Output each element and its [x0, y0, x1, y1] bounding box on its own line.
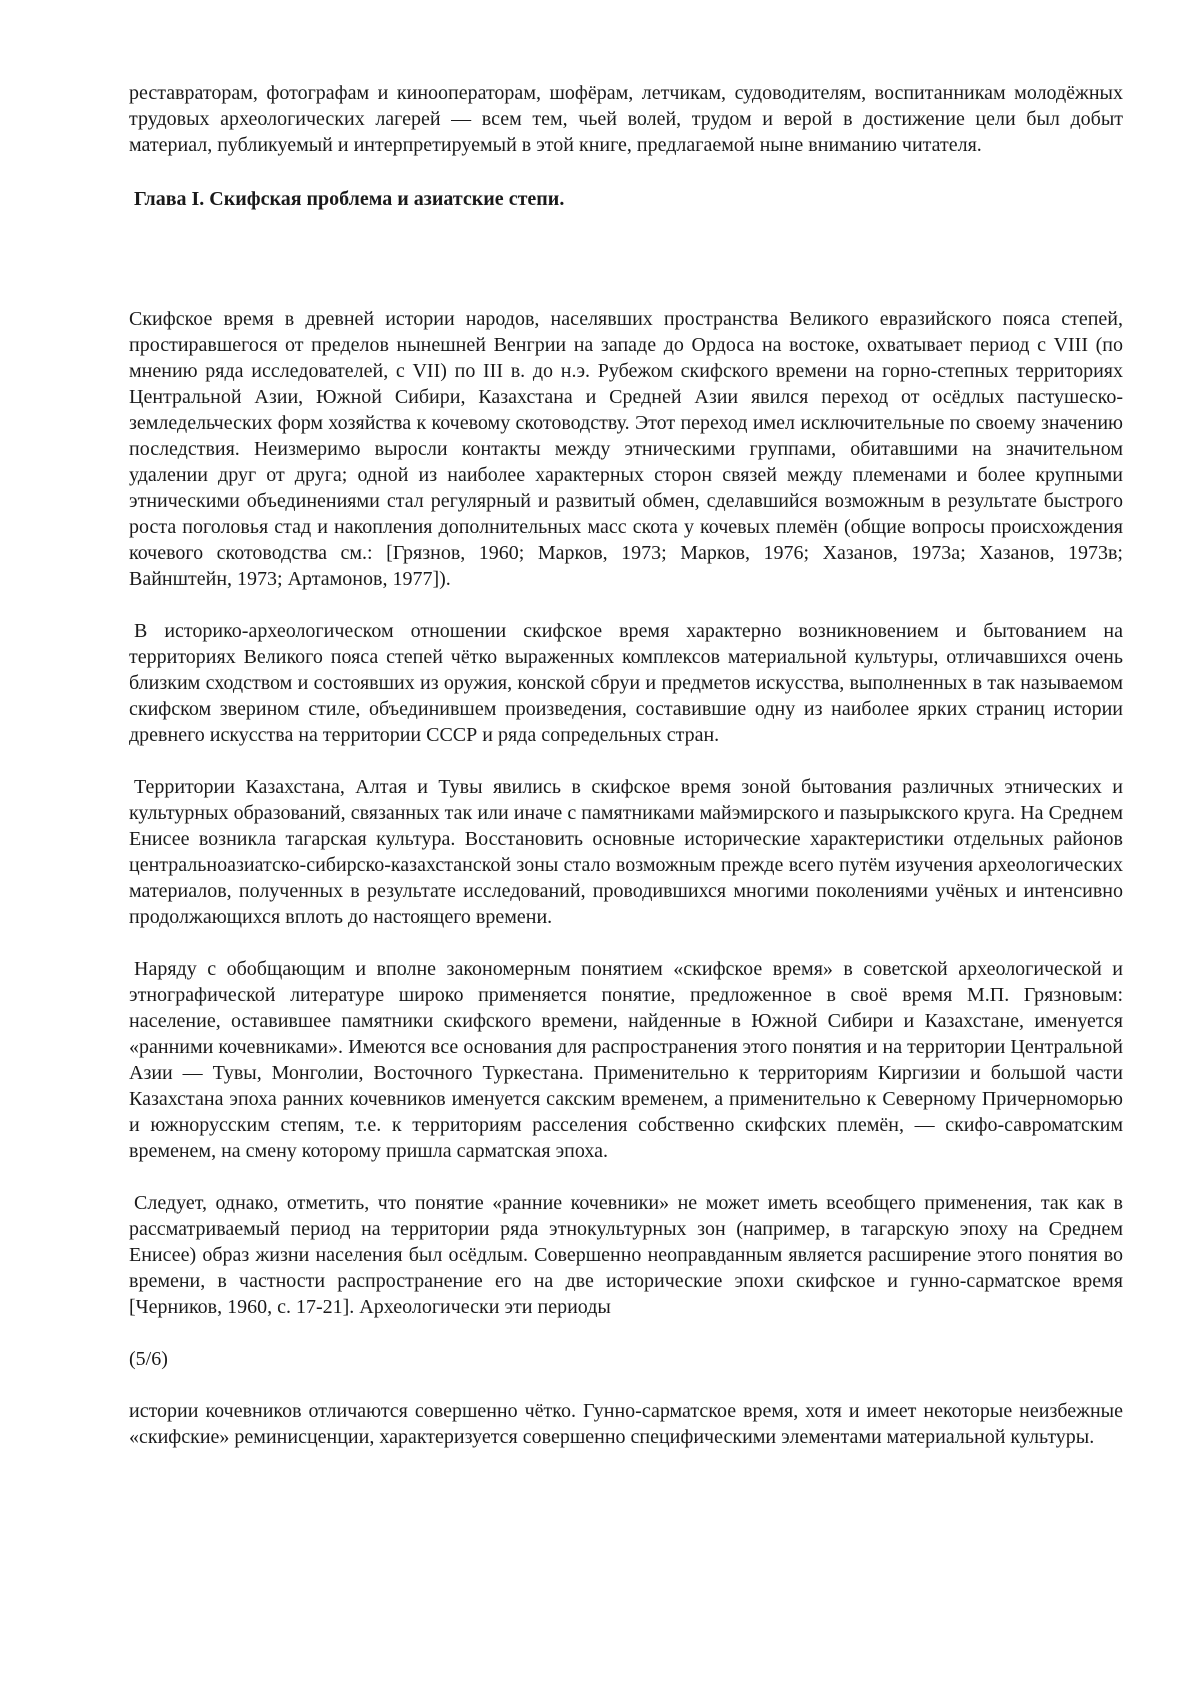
paragraph-spacer — [129, 748, 1123, 774]
body-paragraph-5: Следует, однако, отметить, что понятие «ранние кочевники» не может иметь всеобщего применения, так как в рассматриваемый период на территории ряда этнокультурных зон (например, в тагарскую эпоху на Среднем Енисее) образ жизни населения был осёдлым. Совершенно неоправданным является расширение этого понятия во времени, в частности распространение его на две исторические эпохи скифское и гунно-сарматское время [Черников, 1960, с. 17-21]. Археологически эти периоды — [129, 1192, 1123, 1318]
chapter-heading: Глава I. Скифская проблема и азиатские степи. — [134, 188, 565, 210]
paragraph-spacer — [129, 930, 1123, 956]
continuation-paragraph: истории кочевников отличаются совершенно чётко. Гунно-сарматское время, хотя и имеет некоторые неизбежные «скифские» реминисценции, характеризуется совершенно специфическими элементами материальной культуры. — [129, 1400, 1123, 1448]
intro-paragraph: реставраторам, фотографам и кинооператорам, шофёрам, летчикам, судоводителям, воспитанникам молодёжных трудовых археологических лагерей — всем тем, чьей волей, трудом и верой в достижение цели был добыт материал, публикуемый и интерпретируемый в этой книге, предлагаемой ныне вниманию читателя. — [129, 82, 1123, 156]
body-paragraph-1: Скифское время в древней истории народов, населявших пространства Великого евразийского пояса степей, простиравшегося от пределов нынешней Венгрии на западе до Ордоса на востоке, охватывает период с VIII (по мнению ряда исследователей, с VII) по III в. до н.э. Рубежом скифского времени на горно-степных территориях Центральной Азии, Южной Сибири, Казахстана и Средней Азии явился переход от осёдлых пастушеско-земледельческих форм хозяйства к кочевому скотоводству. Этот переход имел исключительные по своему значению последствия. Неизмеримо выросли контакты между этническими группами, обитавшими на значительном удалении друг от друга; одной из наиболее характерных сторон связей между племенами и более крупными этническими объединениями стал регулярный и развитый обмен, сделавшийся возможным в результате быстрого роста поголовья стад и накопления дополнительных масс скота у кочевых племён (общие вопросы происхождения кочевого скотоводства см.: [Грязнов, 1960; Марков, 1973; Марков, 1976; Хазанов, 1973а; Хазанов, 1973в; Вайнштейн, 1973; Артамонов, 1977]). — [129, 308, 1123, 590]
paragraph-spacer — [129, 1320, 1123, 1346]
body-paragraph-2: В историко-археологическом отношении скифское время характерно возникновением и бытованием на территориях Великого пояса степей чётко выраженных комплексов материальной культуры, отличавшихся очень близким сходством и состоявших из оружия, конской сбруи и предметов искусства, выполненных в так называемом скифском зверином стиле, объединившем произведения, составившие одну из наиболее ярких страниц истории древнего искусства на территории СССР и ряда сопредельных стран. — [129, 620, 1123, 746]
page-marker: (5/6) — [129, 1348, 168, 1370]
body-paragraph-4: Наряду с обобщающим и вполне закономерным понятием «скифское время» в советской археологической и этнографической литературе широко применяется понятие, предложенное в своё время М.П. Грязновым: население, оставившее памятники скифского времени, найденные в Южной Сибири и Казахстане, именуется «ранними кочевниками». Имеются все основания для распространения этого понятия и на территории Центральной Азии — Тувы, Монголии, Восточного Туркестана. Применительно к территориям Киргизии и большой части Казахстана эпоха ранних кочевников именуется сакским временем, а применительно к Северному Причерноморью и южнорусским степям, т.е. к территориям расселения собственно скифских племён, — скифо-савроматским временем, на смену которому пришла сарматская эпоха. — [129, 958, 1123, 1162]
paragraph-spacer — [129, 1372, 1123, 1398]
body-paragraph-3: Территории Казахстана, Алтая и Тувы явились в скифское время зоной бытования различных этнических и культурных образований, связанных так или иначе с памятниками майэмирского и пазырыкского круга. На Среднем Енисее возникла тагарская культура. Восстановить основные исторические характеристики отдельных районов центральноазиатско-сибирско-казахстанской зоны стало возможным прежде всего путём изучения археологических материалов, полученных в результате исследований, проводившихся многими поколениями учёных и интенсивно продолжающихся вплоть до настоящего времени. — [129, 776, 1123, 928]
heading-spacer — [129, 212, 1123, 306]
paragraph-spacer — [129, 592, 1123, 618]
document-page — [129, 80, 1123, 1450]
paragraph-spacer — [129, 1164, 1123, 1190]
